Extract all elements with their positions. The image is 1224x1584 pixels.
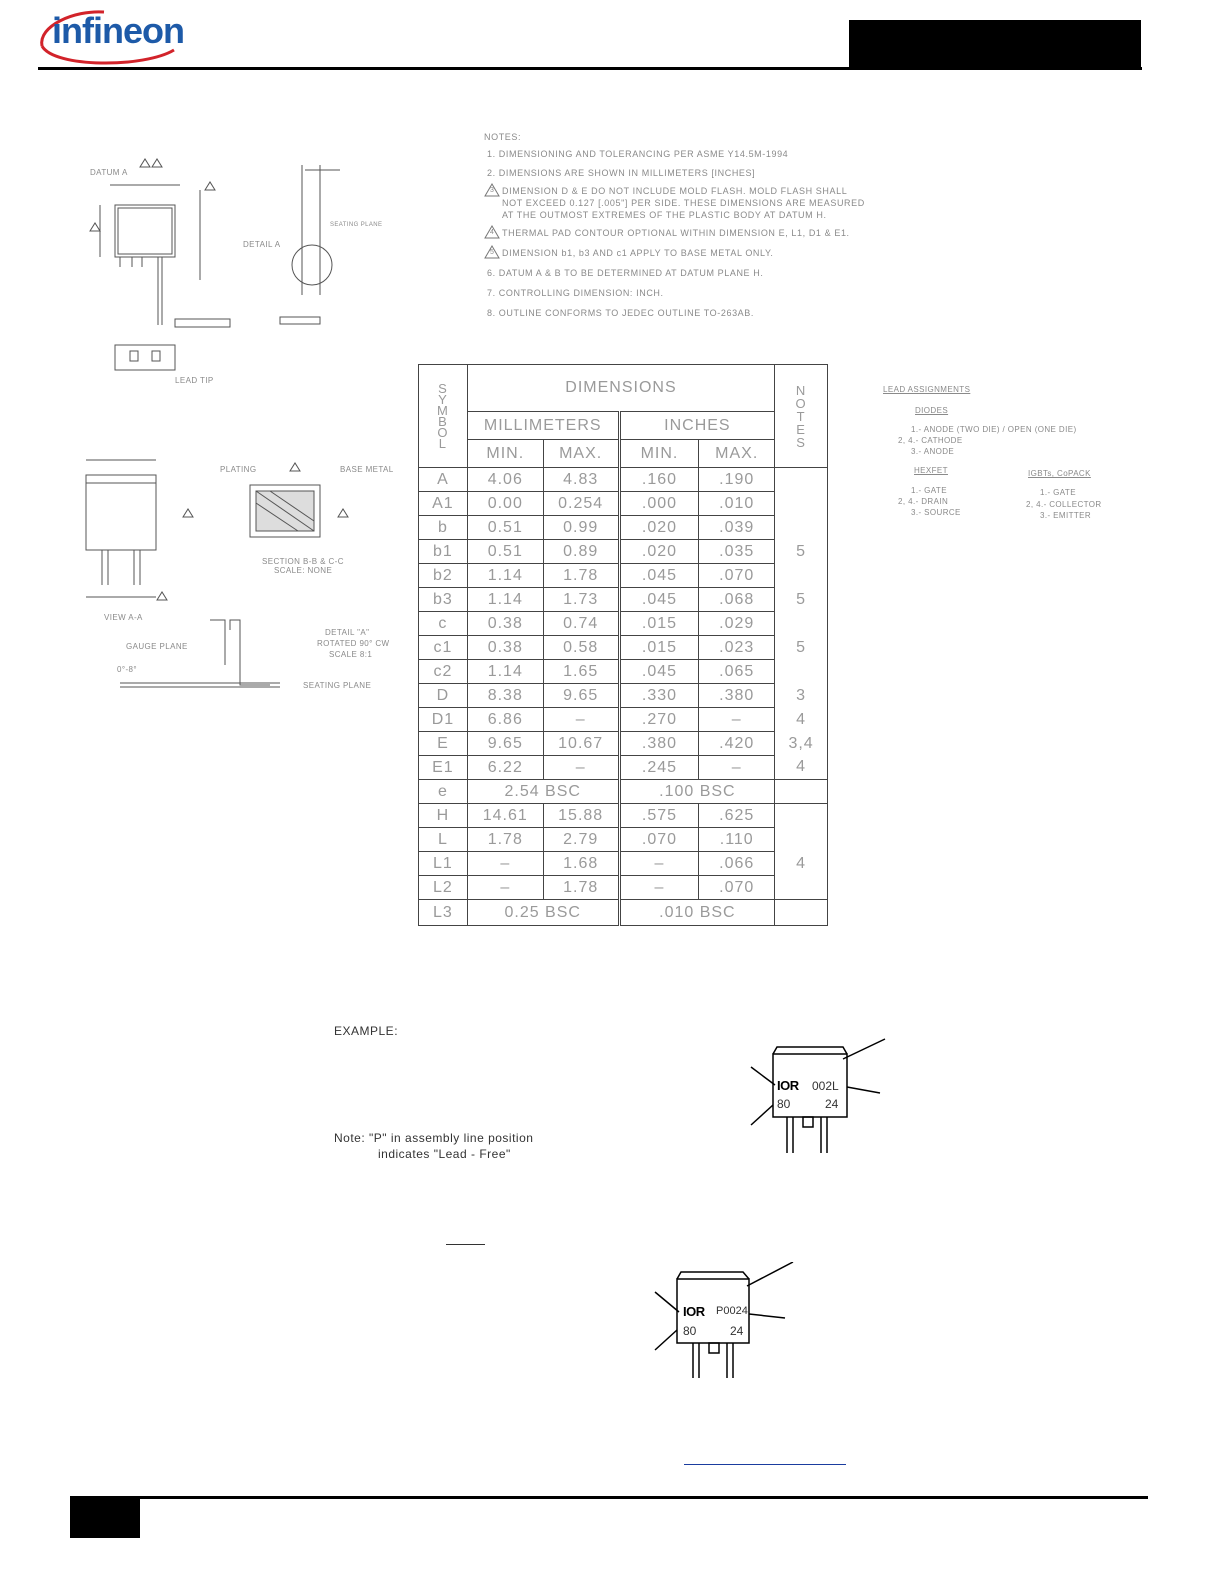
infineon-logo: [34, 6, 184, 68]
table-cell-mm-min: 9.65: [467, 732, 543, 756]
label-seating-plane: SEATING PLANE: [303, 681, 372, 690]
table-row: [419, 732, 828, 756]
label-angle: 0°-8°: [117, 665, 137, 674]
table-cell-notes: 4: [775, 708, 828, 732]
table-cell-in-max: .070: [699, 876, 775, 900]
table-cell-mm-max: 0.58: [543, 636, 619, 660]
table-row: [419, 828, 828, 852]
table-cell-mm-max: 2.79: [543, 828, 619, 852]
table-cell-notes: 5: [775, 588, 828, 612]
table-row: [419, 564, 828, 588]
dimensions-table: [418, 364, 828, 926]
table-cell-mm-bsc: 2.54 BSC: [467, 780, 619, 804]
table-cell-mm-max: 0.89: [543, 540, 619, 564]
table-cell-in-min: .245: [619, 756, 699, 780]
example-note-line1: Note: "P" in assembly line position: [334, 1131, 534, 1145]
table-cell-symbol: L3: [419, 900, 468, 926]
part-date-left: 80: [777, 1097, 791, 1111]
label-base-metal: BASE METAL: [340, 465, 394, 474]
hexfet-title: HEXFET: [914, 466, 948, 475]
note-8: 8. OUTLINE CONFORMS TO JEDEC OUTLINE TO-263AB.: [487, 308, 754, 318]
table-cell-mm-min: 0.51: [467, 540, 543, 564]
table-cell-in-max: .380: [699, 684, 775, 708]
table-cell-in-min: .015: [619, 612, 699, 636]
package-outline-drawing: [80, 155, 383, 395]
note-6: 6. DATUM A & B TO BE DETERMINED AT DATUM PLANE H.: [487, 268, 764, 278]
table-row: [419, 612, 828, 636]
table-cell-in-max: .066: [699, 852, 775, 876]
table-row: [419, 708, 828, 732]
table-cell-mm-min: 0.38: [467, 612, 543, 636]
note-5: 5 DIMENSION b1, b3 AND c1 APPLY TO BASE METAL ONLY.: [484, 248, 865, 258]
table-cell-in-min: .045: [619, 588, 699, 612]
warning-triangle-icon: 4: [484, 225, 500, 241]
label-scale-none: SCALE: NONE: [274, 566, 333, 575]
label-seating-plane-top: SEATING PLANE: [330, 222, 383, 228]
note-3-line1: DIMENSION D & E DO NOT INCLUDE MOLD FLASH. MOLD FLASH SHALL: [502, 186, 848, 196]
table-row: [419, 492, 828, 516]
label-plating: PLATING: [220, 465, 257, 474]
table-cell-mm-min: 6.86: [467, 708, 543, 732]
table-cell-symbol: c2: [419, 660, 468, 684]
table-cell-notes: [775, 492, 828, 516]
symbol-header: S Y M B O L: [419, 365, 468, 468]
dimensions-header: DIMENSIONS: [467, 365, 774, 412]
table-cell-in-min: .575: [619, 804, 699, 828]
diodes-item-2: 2, 4.- CATHODE: [898, 436, 963, 445]
header-black-box: [849, 20, 1141, 70]
table-row: [419, 468, 828, 492]
table-cell-symbol: A1: [419, 492, 468, 516]
table-cell-symbol: b: [419, 516, 468, 540]
igbt-title: IGBTs, CoPACK: [1028, 469, 1091, 478]
table-cell-mm-min: 4.06: [467, 468, 543, 492]
table-cell-symbol: A: [419, 468, 468, 492]
table-cell-notes: [775, 564, 828, 588]
example-label: EXAMPLE:: [334, 1024, 399, 1038]
igbt-item-3: 3.- EMITTER: [1040, 511, 1092, 520]
table-cell-mm-bsc: 0.25 BSC: [467, 900, 619, 926]
part-outline-icon: [745, 1035, 890, 1160]
table-cell-mm-min: –: [467, 876, 543, 900]
table-cell-notes: [775, 660, 828, 684]
table-row: [419, 684, 828, 708]
millimeters-header: MILLIMETERS: [467, 412, 619, 440]
table-cell-mm-min: 14.61: [467, 804, 543, 828]
table-cell-notes: [775, 780, 828, 804]
diodes-item-3: 3.- ANODE: [911, 447, 955, 456]
part-date-right: 24: [825, 1097, 839, 1111]
table-cell-mm-max: 1.78: [543, 564, 619, 588]
table-cell-in-max: .039: [699, 516, 775, 540]
part-code: P0024: [716, 1305, 748, 1317]
in-max-header: MAX.: [699, 440, 775, 468]
diodes-title: DIODES: [915, 406, 949, 415]
part-outline-icon: [653, 1262, 798, 1387]
table-cell-in-max: .070: [699, 564, 775, 588]
table-cell-in-max: –: [699, 708, 775, 732]
table-cell-symbol: H: [419, 804, 468, 828]
table-cell-in-max: .065: [699, 660, 775, 684]
table-cell-in-max: .625: [699, 804, 775, 828]
table-cell-mm-max: 0.74: [543, 612, 619, 636]
label-view-aa: VIEW A-A: [104, 613, 143, 622]
table-cell-notes: [775, 876, 828, 900]
mm-max-header: MAX.: [543, 440, 619, 468]
table-cell-in-min: .270: [619, 708, 699, 732]
table-cell-in-min: .000: [619, 492, 699, 516]
table-cell-symbol: c: [419, 612, 468, 636]
note-7: 7. CONTROLLING DIMENSION: INCH.: [487, 288, 664, 298]
table-cell-in-min: .380: [619, 732, 699, 756]
notes-header: N O T E S: [775, 365, 828, 468]
table-cell-mm-min: 0.51: [467, 516, 543, 540]
table-cell-notes: 5: [775, 540, 828, 564]
igbt-item-2: 2, 4.- COLLECTOR: [1026, 500, 1102, 509]
igbt-item-1: 1.- GATE: [1040, 488, 1076, 497]
table-cell-notes: [775, 900, 828, 926]
table-cell-symbol: L2: [419, 876, 468, 900]
table-row: [419, 660, 828, 684]
table-cell-notes: [775, 612, 828, 636]
table-row: [419, 516, 828, 540]
table-row: [419, 540, 828, 564]
table-cell-symbol: e: [419, 780, 468, 804]
notes-title: NOTES:: [484, 132, 522, 142]
table-cell-symbol: L1: [419, 852, 468, 876]
table-cell-in-max: –: [699, 756, 775, 780]
table-cell-in-min: .070: [619, 828, 699, 852]
table-row: [419, 852, 828, 876]
table-cell-symbol: L: [419, 828, 468, 852]
table-cell-symbol: b3: [419, 588, 468, 612]
table-cell-notes: [775, 516, 828, 540]
table-cell-in-bsc: .010 BSC: [619, 900, 775, 926]
table-cell-mm-max: 15.88: [543, 804, 619, 828]
logo-text: infineon: [52, 10, 184, 51]
table-cell-mm-min: 6.22: [467, 756, 543, 780]
label-detail-a2: DETAIL "A": [325, 628, 370, 637]
table-cell-in-min: .015: [619, 636, 699, 660]
table-cell-mm-min: 1.78: [467, 828, 543, 852]
table-cell-mm-max: 1.78: [543, 876, 619, 900]
table-cell-notes: 3,4: [775, 732, 828, 756]
table-cell-mm-max: –: [543, 708, 619, 732]
warning-triangle-icon: 5: [484, 245, 500, 261]
table-row: [419, 636, 828, 660]
table-cell-mm-max: 9.65: [543, 684, 619, 708]
diodes-item-1: 1.- ANODE (TWO DIE) / OPEN (ONE DIE): [911, 425, 1077, 434]
table-cell-in-max: .010: [699, 492, 775, 516]
note-1: 1. DIMENSIONING AND TOLERANCING PER ASME Y14.5M-1994: [487, 149, 789, 159]
table-cell-symbol: D: [419, 684, 468, 708]
table-cell-mm-max: 1.65: [543, 660, 619, 684]
hexfet-item-3: 3.- SOURCE: [911, 508, 961, 517]
table-cell-mm-max: 0.254: [543, 492, 619, 516]
table-cell-in-min: .045: [619, 564, 699, 588]
inches-header: INCHES: [619, 412, 775, 440]
table-cell-in-max: .035: [699, 540, 775, 564]
table-cell-mm-min: 0.38: [467, 636, 543, 660]
table-cell-in-max: .420: [699, 732, 775, 756]
table-cell-notes: [775, 828, 828, 852]
table-cell-mm-max: 1.68: [543, 852, 619, 876]
table-cell-in-min: .330: [619, 684, 699, 708]
warning-triangle-icon: 3: [484, 183, 498, 197]
in-min-header: MIN.: [619, 440, 699, 468]
hexfet-item-1: 1.- GATE: [911, 486, 947, 495]
table-cell-notes: 3: [775, 684, 828, 708]
table-cell-mm-min: 1.14: [467, 588, 543, 612]
table-cell-in-max: .023: [699, 636, 775, 660]
table-cell-symbol: E: [419, 732, 468, 756]
note-3-line3: AT THE OUTMOST EXTREMES OF THE PLASTIC BODY AT DATUM H.: [502, 210, 827, 220]
part-marking-2: [653, 1262, 798, 1387]
table-row: [419, 588, 828, 612]
table-cell-mm-min: 1.14: [467, 564, 543, 588]
table-cell-notes: 5: [775, 636, 828, 660]
table-cell-in-min: .020: [619, 540, 699, 564]
label-gauge-plane: GAUGE PLANE: [126, 642, 188, 651]
label-rotated: ROTATED 90° CW: [317, 639, 390, 648]
table-cell-notes: [775, 804, 828, 828]
part-date-right: 24: [730, 1324, 744, 1338]
table-cell-in-min: .045: [619, 660, 699, 684]
table-cell-in-max: .190: [699, 468, 775, 492]
label-lead-tip: LEAD TIP: [175, 376, 214, 385]
table-cell-mm-min: 8.38: [467, 684, 543, 708]
ior-logo: IOR: [683, 1304, 705, 1319]
table-cell-mm-max: 1.73: [543, 588, 619, 612]
table-cell-symbol: b2: [419, 564, 468, 588]
table-cell-in-min: –: [619, 876, 699, 900]
note-3-line2: NOT EXCEED 0.127 [.005"] PER SIDE. THESE DIMENSIONS ARE MEASURED: [502, 198, 865, 208]
table-cell-mm-max: –: [543, 756, 619, 780]
part-marking-1: [745, 1035, 890, 1160]
table-cell-mm-max: 0.99: [543, 516, 619, 540]
notes-block: [484, 132, 865, 318]
footer-black-box: [70, 1496, 140, 1538]
table-row: [419, 756, 828, 780]
part-date-left: 80: [683, 1324, 697, 1338]
table-cell-in-max: .110: [699, 828, 775, 852]
table-cell-in-min: .020: [619, 516, 699, 540]
table-cell-notes: [775, 468, 828, 492]
hexfet-item-2: 2, 4.- DRAIN: [898, 497, 949, 506]
table-cell-mm-min: 1.14: [467, 660, 543, 684]
underline-mark: [446, 1244, 485, 1245]
label-datum-a: DATUM A: [90, 168, 128, 177]
table-cell-notes: 4: [775, 756, 828, 780]
table-row: [419, 876, 828, 900]
note-4: 4 THERMAL PAD CONTOUR OPTIONAL WITHIN DIMENSION E, L1, D1 & E1.: [484, 228, 865, 238]
label-scale: SCALE 8:1: [329, 650, 373, 659]
note-3: [484, 186, 865, 220]
table-cell-in-max: .029: [699, 612, 775, 636]
table-cell-in-bsc: .100 BSC: [619, 780, 775, 804]
note-2: 2. DIMENSIONS ARE SHOWN IN MILLIMETERS [INCHES]: [487, 168, 756, 178]
table-cell-mm-max: 4.83: [543, 468, 619, 492]
label-detail-a: DETAIL A: [243, 240, 281, 249]
example-note-line2: indicates "Lead - Free": [378, 1147, 511, 1161]
footer-rule: [70, 1496, 1148, 1499]
table-cell-in-min: .160: [619, 468, 699, 492]
table-cell-mm-min: 0.00: [467, 492, 543, 516]
table-cell-symbol: E1: [419, 756, 468, 780]
ior-logo: IOR: [777, 1078, 799, 1093]
lead-assignments-title: LEAD ASSIGNMENTS: [883, 385, 971, 394]
table-cell-symbol: D1: [419, 708, 468, 732]
table-cell-in-max: .068: [699, 588, 775, 612]
table-cell-symbol: c1: [419, 636, 468, 660]
table-row: [419, 804, 828, 828]
link-underline[interactable]: [684, 1464, 846, 1465]
table-cell-notes: 4: [775, 852, 828, 876]
table-cell-mm-max: 10.67: [543, 732, 619, 756]
table-cell-in-min: –: [619, 852, 699, 876]
table-cell-mm-min: –: [467, 852, 543, 876]
table-cell-symbol: b1: [419, 540, 468, 564]
part-code: 002L: [812, 1079, 839, 1093]
label-section: SECTION B-B & C-C: [262, 557, 344, 566]
mm-min-header: MIN.: [467, 440, 543, 468]
